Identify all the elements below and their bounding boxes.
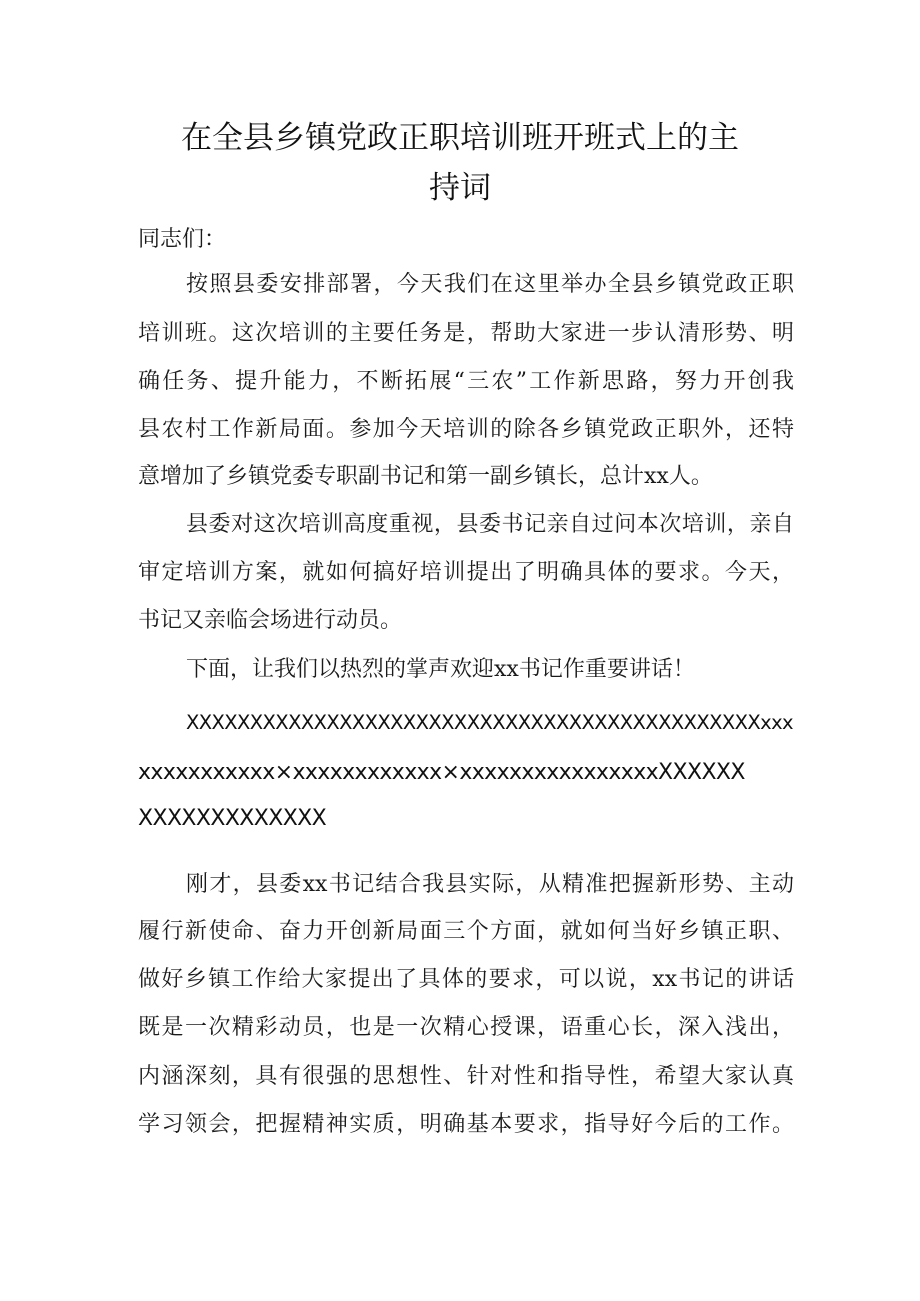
paragraph-1-line-2: 培训班。这次培训的主要任务是，帮助大家进一步认清形势、明 [138, 321, 794, 346]
placeholder-line-2: xxxxxxxxxxx×xxxxxxxxxxxx×xxxxxxxxxxxxxxxxXXXXXX [138, 760, 745, 785]
paragraph-2-line-1: 县委对这次培训高度重视，县委书记亲自过问本次培训，亲自 [186, 512, 794, 537]
paragraph-2-line-2: 审定培训方案，就如何搞好培训提出了明确具体的要求。今天， [138, 560, 794, 585]
paragraph-1-line-4: 县农村工作新局面。参加今天培训的除各乡镇党政正职外，还特 [138, 417, 794, 442]
placeholder-line-3: XXXXXXXXXXXXX [138, 806, 327, 831]
paragraph-5-line-1: 刚才，县委xx书记结合我县实际，从精准把握新形势、主动 [186, 872, 794, 897]
paragraph-5-line-6: 学习领会，把握精神实质，明确基本要求，指导好今后的工作。 [138, 1112, 794, 1137]
paragraph-5-line-4: 既是一次精彩动员，也是一次精心授课，语重心长，深入浅出， [138, 1015, 794, 1040]
document-title-line-1: 在全县乡镇党政正职培训班开班式上的主 [181, 120, 739, 156]
paragraph-1-line-1: 按照县委安排部署，今天我们在这里举办全县乡镇党政正职 [186, 272, 794, 297]
paragraph-5-line-3: 做好乡镇工作给大家提出了具体的要求，可以说，xx书记的讲话 [138, 967, 794, 992]
paragraph-5-line-2: 履行新使命、奋力开创新局面三个方面，就如何当好乡镇正职、 [138, 919, 794, 944]
placeholder-line-1: XXXXXXXXXXXXXXXXXXXXXXXXXXXXXXXXXXXXXXXXXXXXXxxx [186, 711, 793, 734]
paragraph-2-line-3: 书记又亲临会场进行动员。 [138, 608, 403, 633]
paragraph-1-line-5: 意增加了乡镇党委专职副书记和第一副乡镇长，总计xx人。 [138, 464, 713, 489]
paragraph-3-line-1: 下面，让我们以热烈的掌声欢迎xx书记作重要讲话！ [186, 657, 695, 682]
paragraph-1-line-3: 确任务、提升能力，不断拓展“三农”工作新思路，努力开创我 [138, 369, 794, 394]
salutation: 同志们： [138, 227, 227, 252]
paragraph-5-line-5: 内涵深刻，具有很强的思想性、针对性和指导性，希望大家认真 [138, 1064, 794, 1089]
document-title-line-2: 持词 [429, 170, 491, 206]
